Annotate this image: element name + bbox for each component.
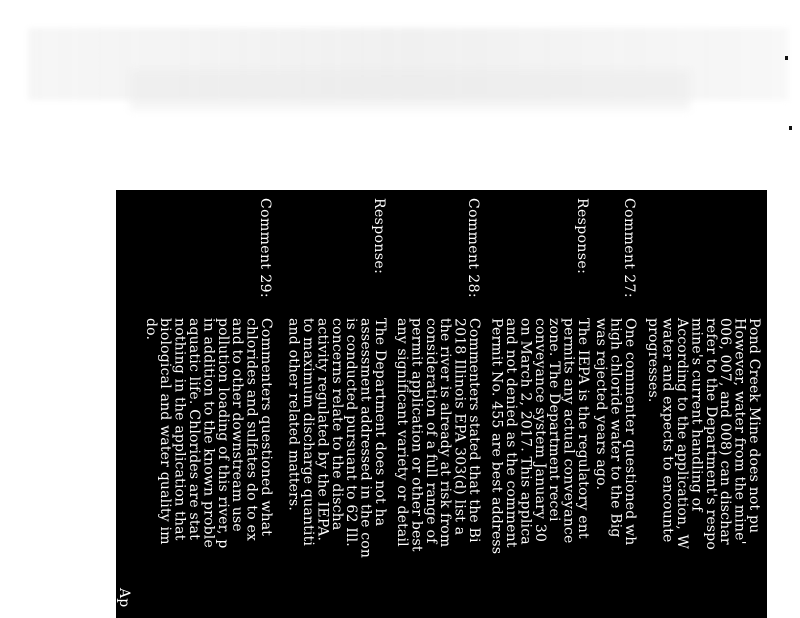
text-line: pollution loading of this river, p bbox=[214, 318, 231, 549]
scan-artifact-band-2 bbox=[130, 70, 690, 110]
text-line: any significant variety or detail bbox=[393, 318, 410, 547]
text-line: The Department does not ha bbox=[372, 318, 388, 527]
text-line: is conducted pursuant to 62 Ill. bbox=[343, 318, 360, 547]
text-line: activity regulated by the IEPA. bbox=[314, 318, 331, 542]
comment-text bbox=[594, 318, 637, 618]
text-line: refer to the Department's respo bbox=[702, 318, 719, 551]
text-line: 2018 Illinois EPA 303(d) list a bbox=[451, 318, 468, 536]
text-line: in addition to the known proble bbox=[200, 318, 217, 548]
text-line: The IEPA is the regulatory ent bbox=[575, 318, 591, 539]
text-line: conveyance system January 30 bbox=[531, 318, 548, 543]
text-line: chlorides and sulfates do to ex bbox=[243, 318, 260, 542]
response-label: Response: bbox=[574, 198, 590, 275]
text-line: water and expects to encounte bbox=[659, 318, 676, 543]
text-line: aquatic life. Chlorides are stat bbox=[185, 318, 202, 541]
text-line: One commenter questioned wh bbox=[622, 318, 638, 546]
text-line: According to the application, W bbox=[673, 318, 690, 550]
scan-speck bbox=[789, 126, 792, 130]
text-line: and other related matters. bbox=[285, 318, 302, 512]
text-line: permits any actual conveyance bbox=[560, 318, 577, 544]
text-line: biological and water quality im bbox=[157, 318, 174, 545]
text-line: do. bbox=[142, 318, 159, 341]
text-line: on March 2, 2017. This applica bbox=[517, 318, 534, 545]
comment-text bbox=[143, 318, 273, 618]
rotated-document-page bbox=[116, 190, 767, 618]
comment-label: Comment 29: bbox=[257, 198, 273, 299]
text-line: Commenters stated that the Bi bbox=[466, 318, 482, 543]
text-line: the river is already at risk from bbox=[437, 318, 454, 548]
comment-label: Comment 28: bbox=[465, 198, 481, 299]
text-line: consideration of a full range of bbox=[422, 318, 439, 544]
text-line: Commenters questioned what bbox=[258, 318, 274, 537]
text-line: to maximum discharge quantiti bbox=[299, 318, 316, 547]
text-line: permit application or other best bbox=[408, 318, 425, 552]
comment-label: Comment 27: bbox=[621, 198, 637, 299]
response-text bbox=[286, 318, 387, 618]
comment-text bbox=[395, 318, 481, 618]
text-line: and to other downstream use bbox=[229, 318, 246, 532]
text-line: 006, 007, and 008) can dischar bbox=[717, 318, 734, 545]
text-line: mine's current handling of bbox=[688, 318, 705, 512]
scan-speck bbox=[785, 56, 788, 60]
response-text bbox=[489, 318, 590, 618]
text-line: assessment addressed in the con bbox=[357, 318, 374, 559]
response-label: Response: bbox=[371, 198, 387, 275]
text-line: and not denied as the comment bbox=[502, 318, 519, 548]
text-line: However, water from the mine' bbox=[731, 318, 748, 545]
text-line: Permit No. 455 are best address bbox=[488, 318, 505, 555]
text-line: was rejected years ago. bbox=[593, 318, 610, 491]
page-footer: Ap bbox=[116, 588, 132, 608]
text-line: concerns relate to the discha bbox=[328, 318, 345, 531]
text-line: progresses. bbox=[645, 318, 662, 403]
text-line: zone. The Department recei bbox=[546, 318, 563, 522]
text-line: nothing in the application that bbox=[171, 318, 188, 541]
paragraph-continuation bbox=[646, 318, 761, 618]
text-line: Pond Creek Mine does not pu bbox=[746, 318, 762, 534]
text-line: high chloride water to the Big bbox=[607, 318, 624, 538]
